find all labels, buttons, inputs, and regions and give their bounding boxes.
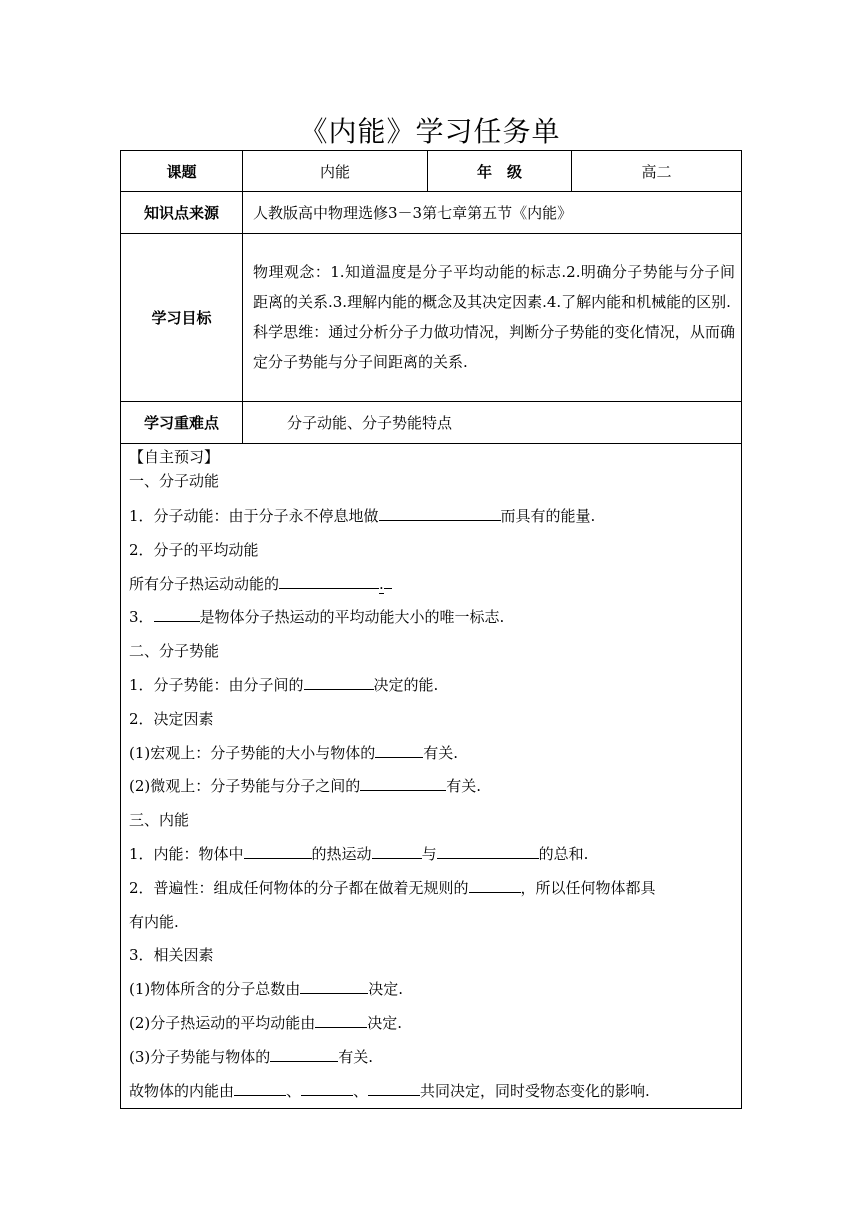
worksheet-line: 有内能. [129,912,179,931]
fill-blank[interactable] [379,505,501,521]
topic-label: 课题 [121,151,243,192]
worksheet-line: 2．分子的平均动能 [129,540,259,559]
worksheet-line: 3．相关因素 [129,946,214,965]
preview-title: 【自主预习】 [129,448,220,466]
fill-blank[interactable] [301,1080,353,1096]
goal-physics-concept: 物理观念：1.知道温度是分子平均动能的标志.2.明确分子势能与分子间距离的关系.3.理解内能的概念及其决定因素.4.了解内能和机械能的区别. [253,262,735,311]
fill-blank[interactable] [360,775,446,791]
worksheet-line: (3)分子势能与物体的 有关. [129,1047,374,1066]
worksheet-line: 1．分子势能：由分子间的 决定的能. [129,675,439,694]
page-title: 《内能》学习任务单 [299,115,561,148]
info-table [120,150,742,1109]
worksheet-line: 1．分子动能：由于分子永不停息地做 而具有的能量. [129,507,596,525]
fill-blank[interactable] [372,843,422,859]
fill-blank[interactable] [375,742,423,758]
source-value: 人教版高中物理选修3－3第七章第五节《内能》 [243,192,742,234]
goals-label: 学习目标 [121,234,243,402]
fill-blank-tail [384,573,392,589]
fill-blank[interactable] [437,843,539,859]
section-heading-kinetic: 一、分子动能 [129,472,220,490]
fill-blank[interactable] [279,573,379,589]
fill-blank[interactable] [315,1012,367,1028]
goal-scientific-thinking: 科学思维：通过分析分子力做功情况，判断分子势能的变化情况，从而确定分子势能与分子间距离的关系. [253,322,735,371]
fill-blank[interactable] [244,843,312,859]
fill-blank[interactable] [469,877,521,893]
difficulty-value: 分子动能、分子势能特点 [243,402,742,444]
goals-cell [243,234,742,402]
worksheet-line: (1)宏观上：分子势能的大小与物体的 有关. [129,743,459,762]
fill-blank[interactable] [270,1046,338,1062]
worksheet-line: 2．决定因素 [129,709,214,728]
worksheet-line: 所有分子热运动动能的 . [129,568,735,602]
fill-blank[interactable] [300,978,368,994]
worksheet-body [121,444,742,1109]
fill-blank[interactable] [368,1080,420,1096]
section-heading-internal-energy: 三、内能 [129,811,190,830]
fill-blank[interactable] [154,606,200,622]
grade-label: 年 级 [428,151,572,192]
worksheet-line: 3． 是物体分子热运动的平均动能大小的唯一标志. [129,608,505,627]
worksheet-line: 2．普遍性：组成任何物体的分子都在做着无规则的 ，所以任何物体都具 [129,878,656,897]
worksheet-line: (1)物体所含的分子总数由 决定. [129,980,404,999]
worksheet-line: 故物体的内能由 、 、 共同决定，同时受物态变化的影响. [129,1081,650,1100]
topic-value: 内能 [243,151,428,192]
worksheet-line: (2)微观上：分子势能与分子之间的 有关. [129,777,482,796]
worksheet-line: 1．内能：物体中 的热运动 与 的总和. [129,844,589,863]
fill-blank[interactable] [304,674,374,690]
source-label: 知识点来源 [121,192,243,234]
section-heading-potential: 二、分子势能 [129,642,220,661]
worksheet-line: (2)分子热运动的平均动能由 决定. [129,1013,403,1032]
difficulty-label: 学习重难点 [121,402,243,444]
grade-value: 高二 [572,151,742,192]
fill-blank[interactable] [234,1080,286,1096]
